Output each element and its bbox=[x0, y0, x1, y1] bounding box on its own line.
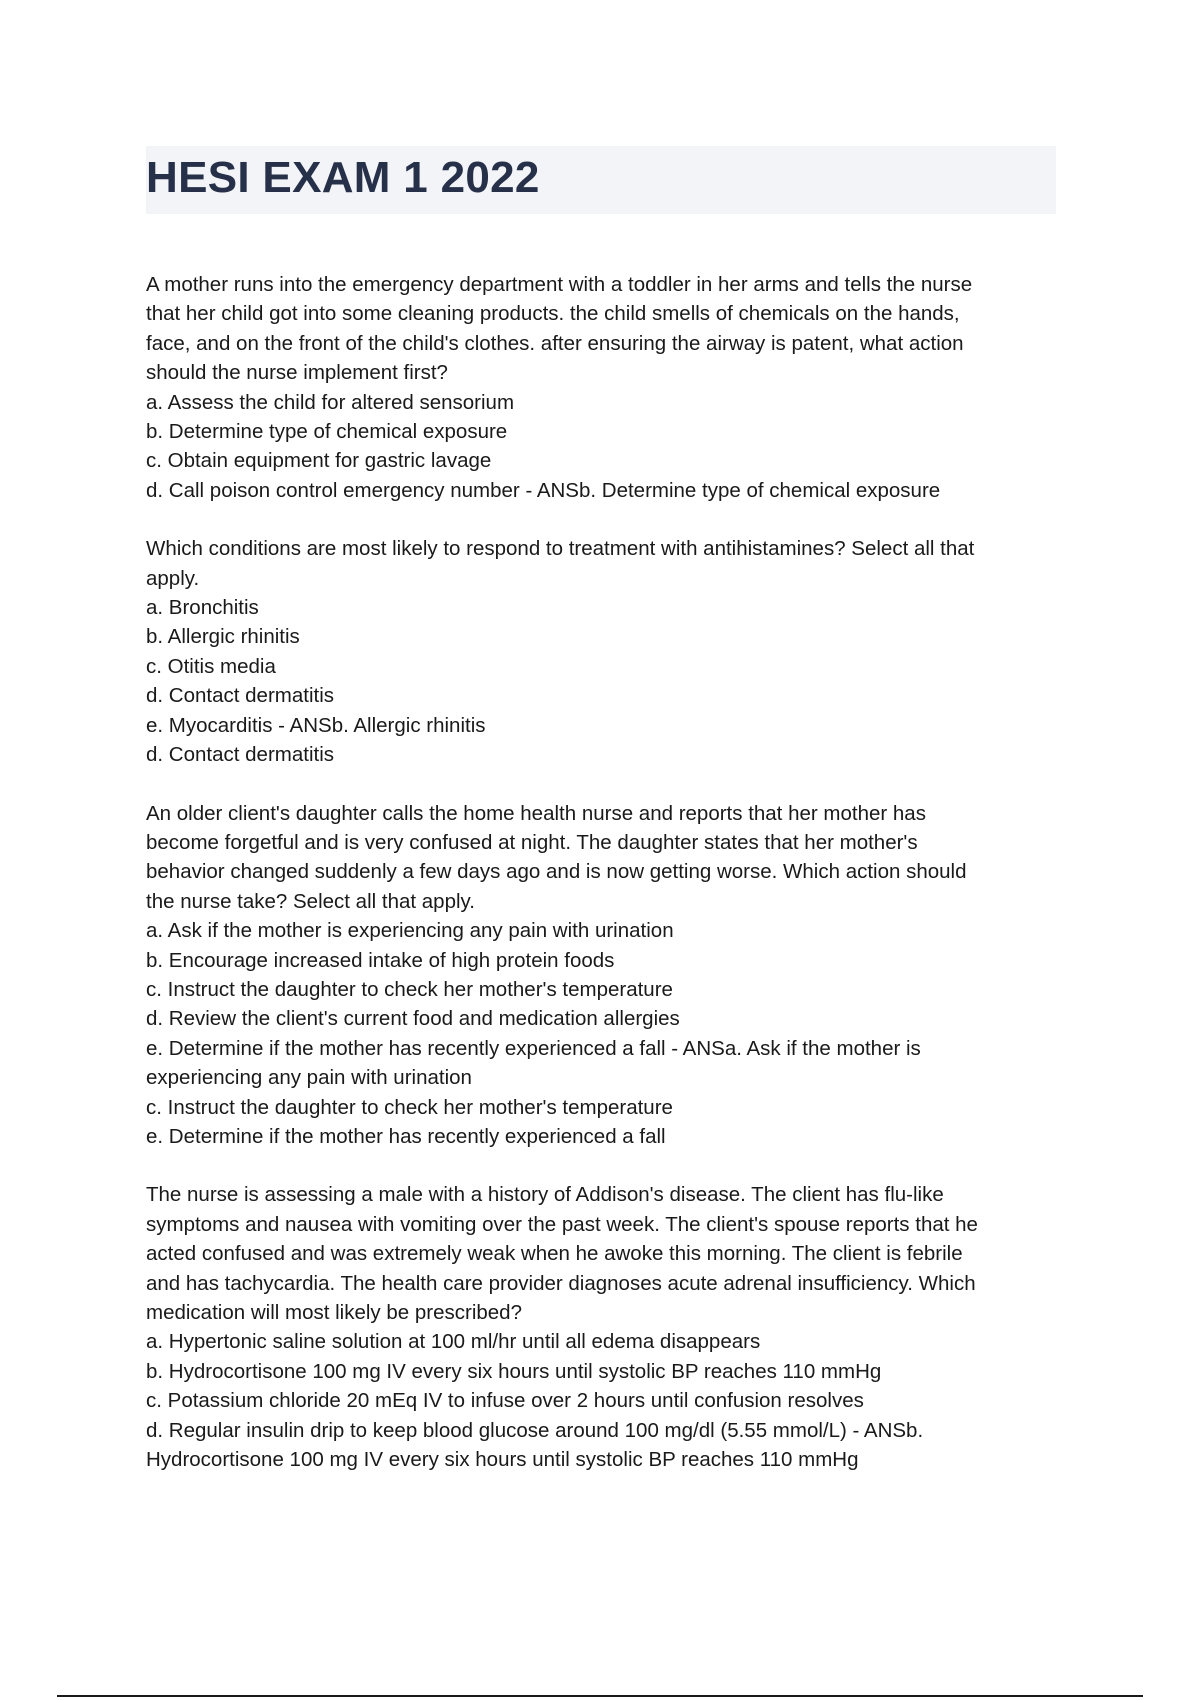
answer-option-with-key: d. Call poison control emergency number - ANSb. Determine type of chemical exposure bbox=[146, 478, 941, 502]
footer-divider bbox=[57, 1695, 1143, 1697]
answer-option: a. Bronchitis bbox=[146, 596, 259, 620]
answer-key-line: e. Determine if the mother has recently experienced a fall bbox=[146, 1124, 666, 1148]
question-block-3 bbox=[146, 799, 1061, 1152]
question-text-line: the nurse take? Select all that apply. bbox=[146, 889, 475, 913]
answer-option: b. Encourage increased intake of high protein foods bbox=[146, 948, 615, 972]
answer-option: a. Assess the child for altered sensorium bbox=[146, 390, 515, 414]
question-text-line: medication will most likely be prescribed? bbox=[146, 1301, 522, 1324]
answer-key-line: Hydrocortisone 100 mg IV every six hours until systolic BP reaches 110 mmHg bbox=[146, 1448, 859, 1472]
question-text-line: apply. bbox=[146, 566, 200, 590]
question-block-4 bbox=[146, 1180, 1061, 1474]
answer-option: b. Determine type of chemical exposure bbox=[146, 420, 508, 444]
answer-key-line: d. Contact dermatitis bbox=[146, 743, 334, 767]
answer-option: b. Allergic rhinitis bbox=[146, 625, 300, 649]
question-text-line: Which conditions are most likely to respond to treatment with antihistamines? Select all that bbox=[146, 537, 975, 561]
answer-option: d. Review the client's current food and medication allergies bbox=[146, 1007, 680, 1031]
answer-option: b. Hydrocortisone 100 mg IV every six hours until systolic BP reaches 110 mmHg bbox=[146, 1359, 882, 1383]
answer-option-with-key: d. Regular insulin drip to keep blood glucose around 100 mg/dl (5.55 mmol/L) - ANSb. bbox=[146, 1418, 924, 1442]
question-text-line: acted confused and was extremely weak when he awoke this morning. The client is febrile bbox=[146, 1242, 963, 1266]
answer-option: d. Contact dermatitis bbox=[146, 684, 334, 708]
page-title: HESI EXAM 1 2022 bbox=[146, 153, 540, 202]
answer-option: a. Ask if the mother is experiencing any pain with urination bbox=[146, 919, 674, 943]
answer-option-with-key: e. Determine if the mother has recently experienced a fall - ANSa. Ask if the mother is bbox=[146, 1036, 921, 1060]
question-text-line: An older client's daughter calls the home health nurse and reports that her mother has bbox=[146, 801, 926, 825]
question-block-2 bbox=[146, 534, 1061, 769]
question-text-line: face, and on the front of the child's clothes. after ensuring the airway is patent, what action bbox=[146, 331, 964, 355]
question-list bbox=[146, 270, 1061, 1503]
question-text-line: that her child got into some cleaning products. the child smells of chemicals on the hands, bbox=[146, 302, 960, 326]
question-text-line: symptoms and nausea with vomiting over the past week. The client's spouse reports that he bbox=[146, 1212, 978, 1236]
answer-option: c. Otitis media bbox=[146, 654, 276, 678]
question-text-line: behavior changed suddenly a few days ago and is now getting worse. Which action should bbox=[146, 860, 967, 884]
answer-option: c. Obtain equipment for gastric lavage bbox=[146, 449, 492, 473]
question-text-line: and has tachycardia. The health care provider diagnoses acute adrenal insufficiency. Which bbox=[146, 1271, 976, 1295]
answer-option: a. Hypertonic saline solution at 100 ml/hr until all edema disappears bbox=[146, 1330, 761, 1354]
question-text-line: The nurse is assessing a male with a history of Addison's disease. The client has flu-like bbox=[146, 1183, 944, 1207]
answer-option: c. Potassium chloride 20 mEq IV to infuse over 2 hours until confusion resolves bbox=[146, 1389, 864, 1413]
question-text-line: should the nurse implement first? bbox=[146, 361, 448, 385]
answer-key-line: experiencing any pain with urination bbox=[146, 1066, 472, 1090]
question-text-line: A mother runs into the emergency department with a toddler in her arms and tells the nurse bbox=[146, 273, 973, 296]
answer-option-with-key: e. Myocarditis - ANSb. Allergic rhinitis bbox=[146, 713, 486, 737]
answer-option: c. Instruct the daughter to check her mother's temperature bbox=[146, 977, 673, 1001]
answer-key-line: c. Instruct the daughter to check her mother's temperature bbox=[146, 1095, 673, 1119]
question-block-1 bbox=[146, 270, 1061, 505]
question-text-line: become forgetful and is very confused at night. The daughter states that her mother's bbox=[146, 830, 918, 854]
